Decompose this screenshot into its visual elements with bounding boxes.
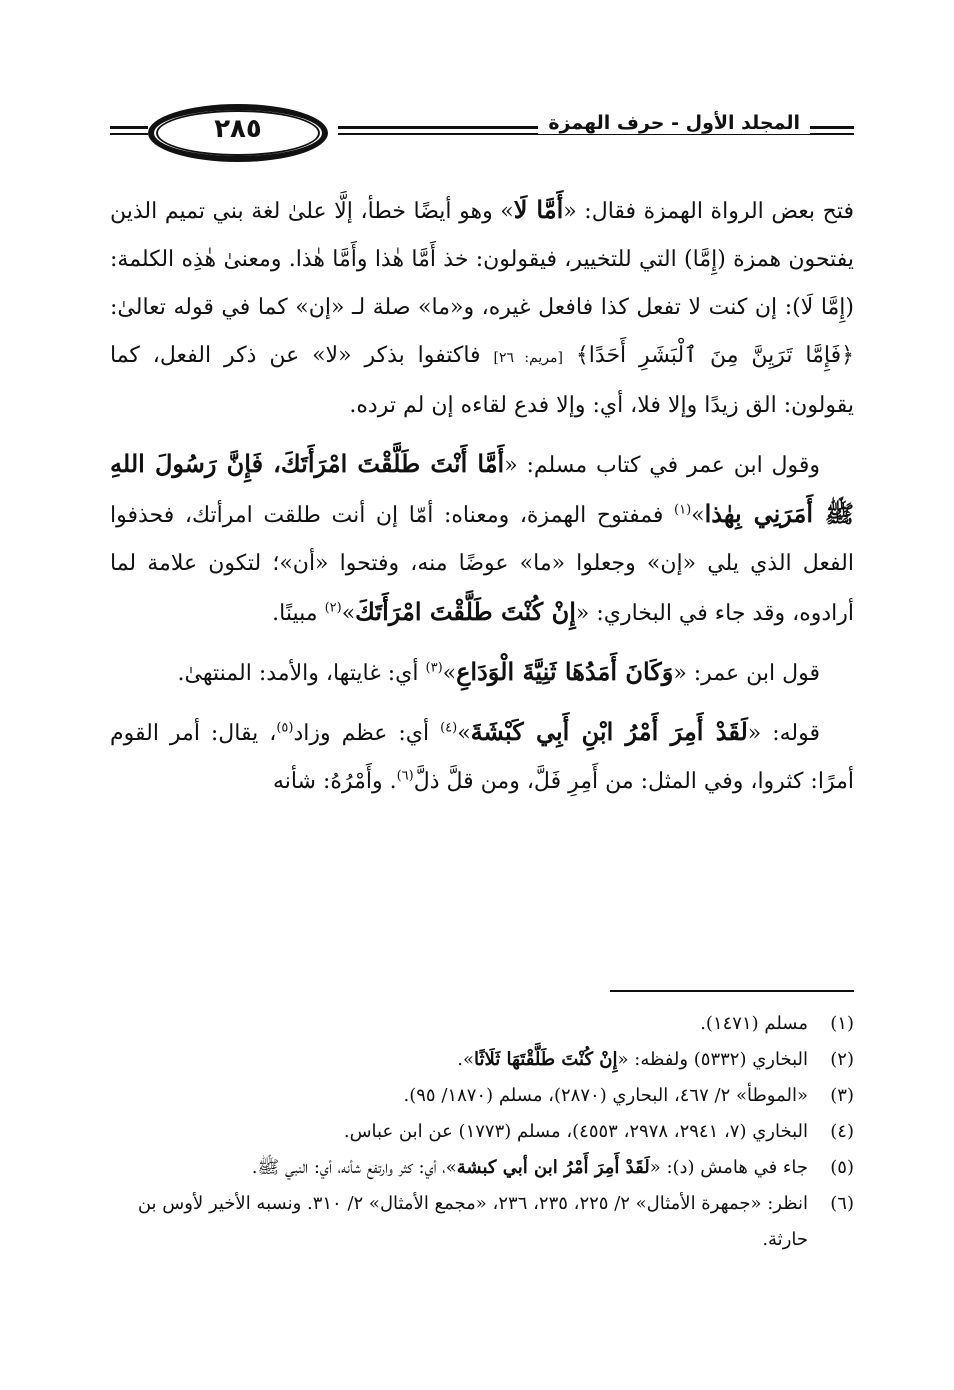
quran-verse: فَإِمَّا تَرَيِنَّ مِنَ ٱلْبَشَرِ أَحَدًا	[588, 343, 842, 368]
footnote-item	[110, 1006, 854, 1042]
footnote-number: (٦)	[830, 1193, 854, 1214]
footnote-number: (٢)	[830, 1049, 854, 1070]
footnote-ref[interactable]: (٦)	[396, 768, 414, 784]
footnote-number: (١)	[830, 1013, 854, 1034]
paragraph-4: قوله: «لَقَدْ أَمِرَ أَمْرُ ابْنِ أَبِي كَبْشَةَ»$^{(٤)}$ أي: عظم وزاد$^{(٥)}$، يقال: أمر القوم أمرًا: كثروا، وفي المثل: من أَمِرِ فَلَّ، ومن قلَّ ذلَّ$^{(٦)}$. وأَمْرُهُ: شأنه	[110, 717, 854, 794]
footnote-text: «الموطأ» ٢/ ٤٦٧، البحاري (٢٨٧٠)، مسلم (١٨٧٠/ ٩٥).	[403, 1085, 808, 1106]
footnote-text: انظر: «جمهرة الأمثال» ٢/ ٢٢٥، ٢٣٥، ٢٣٦، «مجمع الأمثال» ٢/ ٣١٠. ونسبه الأخير لأوس بن حارثة.	[137, 1193, 808, 1250]
footnote-ref[interactable]: (٢)	[324, 600, 342, 616]
footnote-number: (٣)	[830, 1085, 854, 1106]
quoted-hadith: وَكَانَ أَمَدُهَا ثَنِيَّةَ الْوَدَاعِ	[456, 657, 674, 686]
footnotes	[110, 1006, 854, 1258]
footnote-item	[110, 1078, 854, 1114]
footnote-separator	[610, 990, 854, 992]
verse-reference: [مريم: ٢٦]	[493, 350, 563, 366]
page-number-badge	[148, 104, 338, 162]
footnote-item	[110, 1150, 854, 1186]
body-text	[110, 186, 854, 816]
footnote-ref[interactable]: (٣)	[425, 660, 443, 676]
paragraph-2: وقول ابن عمر في كتاب مسلم: «أَمَّا أَنْتَ طَلَّقْتَ امْرَأَتَكَ، فَإِنَّ رَسُولَ اللهِ ﷺ أَمَرَنِي بِهٰذا»$^{(١)}$ فمفتوح الهمزة، ومعناه: أمّا إن أنت طلقت امرأتك، فحذفوا الفعل الذي يلي «إن» وجعلوا «ما» عوضًا منه، وفتحوا «أن»؛ لتكون علامة لما أرادوه، وقد جاء في البخاري: «إِنْ كُنْتَ طَلَّقْتَ امْرَأَتَكَ»$^{(٢)}$ مبينًا.	[110, 449, 854, 626]
paragraph-1: فتح بعض الرواة الهمزة فقال: «أَمَّا لَا» وهو أيضًا خطأ، إلَّا علىٰ لغة بني تميم الذين يفتحون همزة (إِمَّا) التي للتخيير، فيقولون: خذ أَمَّا هٰذا وأَمَّا هٰذا. ومعنىٰ هٰذِه الكلمة: (إِمَّا لَا): إن كنت لا تفعل كذا فافعل غيره، و«ما» صلة لـ «إن» كما في قوله تعالىٰ: ﴿فَإِمَّا تَرَيِنَّ مِنَ ٱلْبَشَرِ أَحَدًا﴾ [مريم: ٢٦] فاكتفوا بذكر «لا» عن ذكر الفعل، كما يقولون: الق زيدًا وإلا فلا، أي: وإلا فدع لقاءه إن لم ترده.	[110, 195, 855, 418]
footnote-ref[interactable]: (٥)	[276, 720, 294, 736]
footnote-text: مسلم (١٤٧١).	[700, 1013, 808, 1034]
footnote-text: البخاري (٥٣٣٢) ولفظه: «إِنْ كُنْتَ طَلَّقْتَهَا ثَلَاثًا».	[457, 1049, 808, 1070]
page-header	[110, 96, 854, 176]
quoted-hadith: أَمَّا لَا	[513, 195, 564, 224]
page-number: ٢٨٥	[214, 114, 262, 144]
header-rule-left	[110, 126, 148, 140]
footnote-ref[interactable]: (٤)	[440, 720, 458, 736]
footnote-text: البخاري (٧، ٢٩٤١، ٢٩٧٨، ٤٥٥٣)، مسلم (١٧٧٣) عن ابن عباس.	[343, 1121, 808, 1142]
quoted-hadith: لَقَدْ أَمِرَ أَمْرُ ابْنِ أَبِي كَبْشَةَ	[470, 717, 748, 746]
footnote-number: (٥)	[830, 1157, 854, 1178]
quoted-hadith: أَمَّا أَنْتَ طَلَّقْتَ امْرَأَتَكَ، فَإِنَّ رَسُولَ اللهِ ﷺ أَمَرَنِي بِهٰذا	[110, 449, 854, 528]
footnote-ref[interactable]: (١)	[674, 502, 692, 518]
footnote-number: (٤)	[830, 1121, 854, 1142]
footnote-item	[110, 1042, 854, 1078]
footnote-item	[110, 1114, 854, 1150]
running-title: المجلد الأول - حرف الهمزة	[538, 112, 810, 134]
footnote-text: جاء في هامش (د): «لَقَدْ أَمِرَ أَمْرُ ابن أبي كبشة»، أي: كثر وارتفع شأنه، أي: النبي ﷺ.	[251, 1157, 808, 1178]
paragraph-3: قول ابن عمر: «وَكَانَ أَمَدُهَا ثَنِيَّةَ الْوَدَاعِ»$^{(٣)}$ أي: غايتها، والأمد: المنتهىٰ.	[177, 657, 820, 686]
quoted-hadith: إِنْ كُنْتَ طَلَّقْتَ امْرَأَتَكَ	[355, 597, 576, 626]
footnote-item	[110, 1186, 854, 1258]
